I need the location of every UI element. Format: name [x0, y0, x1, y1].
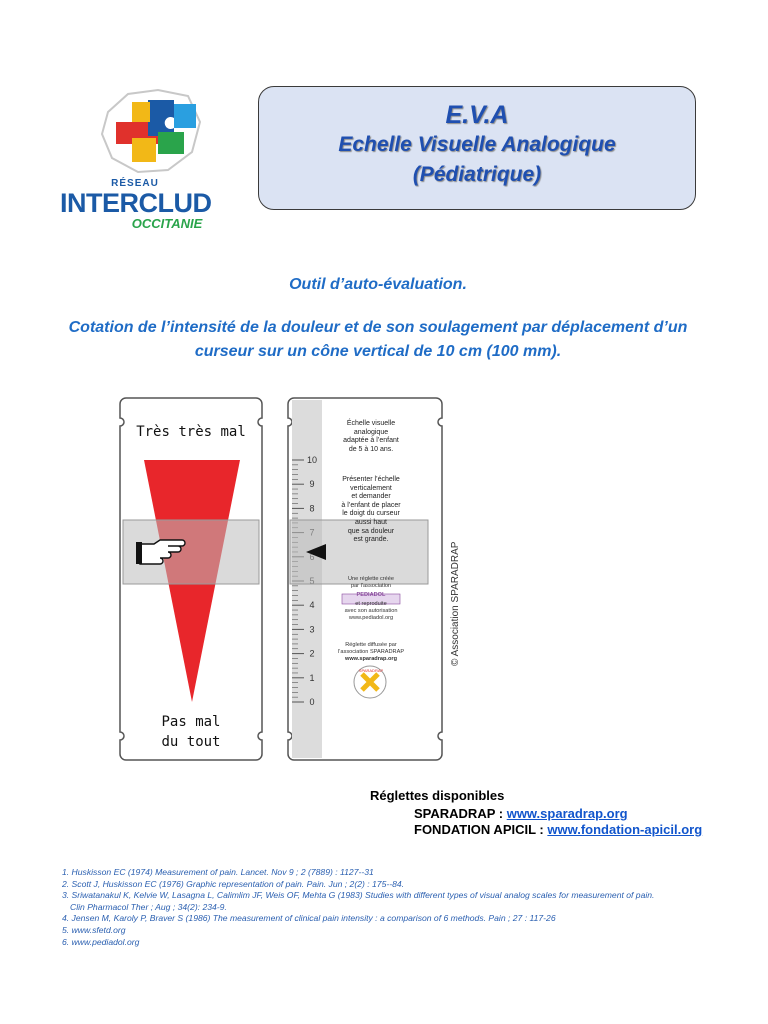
- reference-item: 3. Sriwatanakul K, Kelvie W, Lasagna L, Calimlim JF, Weis OF, Mehta G (1983) Studies with different types of visual analog scales for measurement of pain.: [62, 890, 655, 901]
- scale-label: 1: [309, 672, 315, 683]
- ruler-text-2-line: et demander: [351, 493, 391, 501]
- scale-label: 3: [309, 624, 315, 635]
- ruler-text-2-line: Présenter l’échelle: [342, 476, 400, 483]
- very-bad-label: Très très mal: [136, 424, 246, 440]
- ruler-text-4-line: l’association SPARADRAP: [337, 649, 405, 655]
- subtitle: Outil d’auto-évaluation.: [289, 276, 467, 293]
- puzzle-map-icon: [88, 82, 208, 182]
- sparadrap-link[interactable]: www.sparadrap.org: [506, 806, 628, 821]
- ruler-text-4-line: www.sparadrap.org: [344, 656, 397, 662]
- reference-item: 4. Jensen M, Karoly P, Braver S (1986) The measurement of clinical pain intensity : a comparison of 6 methods. Pain ; 27 : 117-26: [62, 913, 556, 924]
- ruler-text-3-line: Une réglette créée: [347, 576, 395, 582]
- scale-label: 10: [306, 455, 318, 465]
- pediadol-logo-label: PEDIADOL: [356, 592, 386, 598]
- title-line-2: Echelle Visuelle Analogique: [338, 133, 616, 156]
- scale-label: 9: [309, 479, 315, 490]
- copyright: © Association SPARADRAP: [450, 541, 461, 666]
- scale-label: 8: [309, 503, 315, 514]
- ruler-text-4-line: Réglette diffusée par: [345, 642, 397, 648]
- ruler-text-2-line: verticalement: [350, 484, 392, 492]
- scale-label: 0: [309, 697, 315, 707]
- ruler-front: [118, 396, 264, 762]
- title-line-3: (Pédiatrique): [412, 163, 542, 186]
- logo-line-3: OCCITANIE: [131, 216, 203, 231]
- references: [62, 867, 752, 948]
- source-label: FONDATION APICIL :: [414, 822, 548, 837]
- ruler-text-3-line: par l’association: [350, 583, 392, 589]
- apicil-link[interactable]: www.fondation-apicil.org: [547, 822, 703, 837]
- title-line-1: E.V.A: [445, 101, 509, 129]
- ruler-text-3-line: et reproduite: [355, 601, 387, 607]
- ruler-text-2-line: à l’enfant de placer: [341, 501, 401, 509]
- no-pain-label: [118, 712, 264, 752]
- reference-item: Clin Pharmacol Ther ; Aug ; 34(2): 234-9.: [70, 901, 227, 912]
- ruler-text-2-line: est grande.: [353, 536, 389, 544]
- sparadrap-logo-label: SPARADRAP: [358, 668, 384, 673]
- scale-label: 4: [309, 600, 315, 611]
- no-pain-line-1: Pas mal: [161, 714, 221, 730]
- ruler-text-2: [325, 476, 417, 545]
- ruler-text-1-line: Échelle visuelle: [346, 420, 396, 427]
- ruler-text-2-line: le doigt du curseur: [342, 510, 400, 518]
- title-box: [258, 86, 696, 210]
- ruler-text-1-line: analogique: [353, 428, 389, 436]
- scale-label: 2: [309, 648, 315, 659]
- ruler-text-1-line: de 5 à 10 ans.: [348, 445, 394, 453]
- reference-item: 6. www.pediadol.org: [62, 936, 140, 947]
- ruler-text-2-line: aussi haut: [355, 518, 387, 526]
- ruler-text-3-line: avec son autorisation: [344, 608, 398, 614]
- reference-item: 2. Scott J, Huskisson EC (1976) Graphic representation of pain. Pain. Jun ; 2(2) : 175--84.: [62, 878, 405, 889]
- no-pain-line-2: du tout: [161, 734, 221, 750]
- logo-line-2: INTERCLUD: [60, 188, 212, 218]
- logo-line-1: RÉSEAU: [111, 178, 159, 189]
- source-apicil: [414, 822, 702, 837]
- source-sparadrap: [414, 806, 628, 821]
- reference-item: 5. www.sfetd.org: [62, 924, 126, 935]
- ruler-text-1-line: adaptée à l’enfant: [343, 437, 399, 445]
- description: Cotation de l’intensité de la douleur et de son soulagement par déplacement d’un curseur sur un cône vertical de 10 cm (100 mm).: [68, 319, 688, 360]
- reference-item: 1. Huskisson EC (1974) Measurement of pain. Lancet. Nov 9 ; 2 (7889) : 1127--31: [62, 867, 374, 877]
- ruler-text-2-line: que sa douleur: [347, 527, 395, 535]
- ruler-text-3-line: www.pediadol.org: [348, 615, 394, 621]
- ruler-text-1: [325, 420, 417, 454]
- interclud-logo: [60, 82, 210, 232]
- ruler-text-3: [325, 576, 417, 622]
- source-label: SPARADRAP :: [414, 806, 507, 821]
- availability-heading: Réglettes disponibles: [370, 788, 505, 803]
- ruler-text-4: [325, 642, 417, 674]
